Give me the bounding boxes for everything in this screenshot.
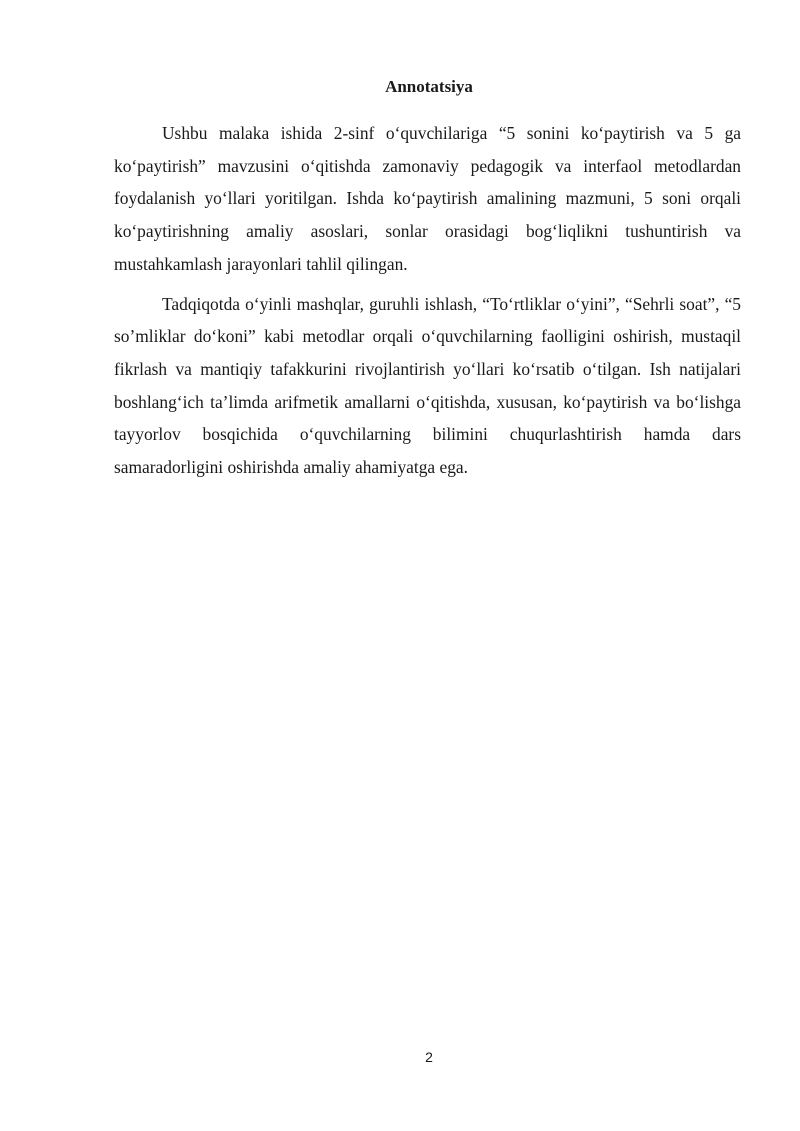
page-title: Annotatsiya [385, 77, 473, 96]
paragraph-2: Tadqiqotda o‘yinli mashqlar, guruhli ishlash, “To‘rtliklar o‘yini”, “Sehrli soat”, “5 so’mliklar do‘koni” kabi metodlar orqali o‘quvchilarning faolligini oshirish, mustaqil fikrlash va mantiqiy tafakkurini rivojlantirish yo‘llari ko‘rsatib o‘tilgan. Ish natijalari boshlang‘ich ta’limda arifmetik amallarni o‘qitishda, xususan, ko‘paytirish va bo‘lishga tayyorlov bosqichida o‘quvchilarning bilimini chuqurlashtirish hamda dars samaradorligini oshirishda amaliy ahamiyatga ega. [114, 293, 741, 478]
page-number: 2 [425, 1049, 433, 1065]
body-text [114, 117, 741, 491]
paragraph-1: Ushbu malaka ishida 2-sinf o‘quvchilariga “5 sonini ko‘paytirish va 5 ga ko‘paytirish” mavzusini o‘qitishda zamonaviy pedagogik va interfaol metodlardan foydalanish yo‘llari yoritilgan. Ishda ko‘paytirish amalining mazmuni, 5 soni orqali ko‘paytirishning amaliy asoslari, sonlar orasidagi bog‘liqlikni tushuntirish va mustahkamlash jarayonlari tahlil qilingan. [114, 123, 741, 274]
